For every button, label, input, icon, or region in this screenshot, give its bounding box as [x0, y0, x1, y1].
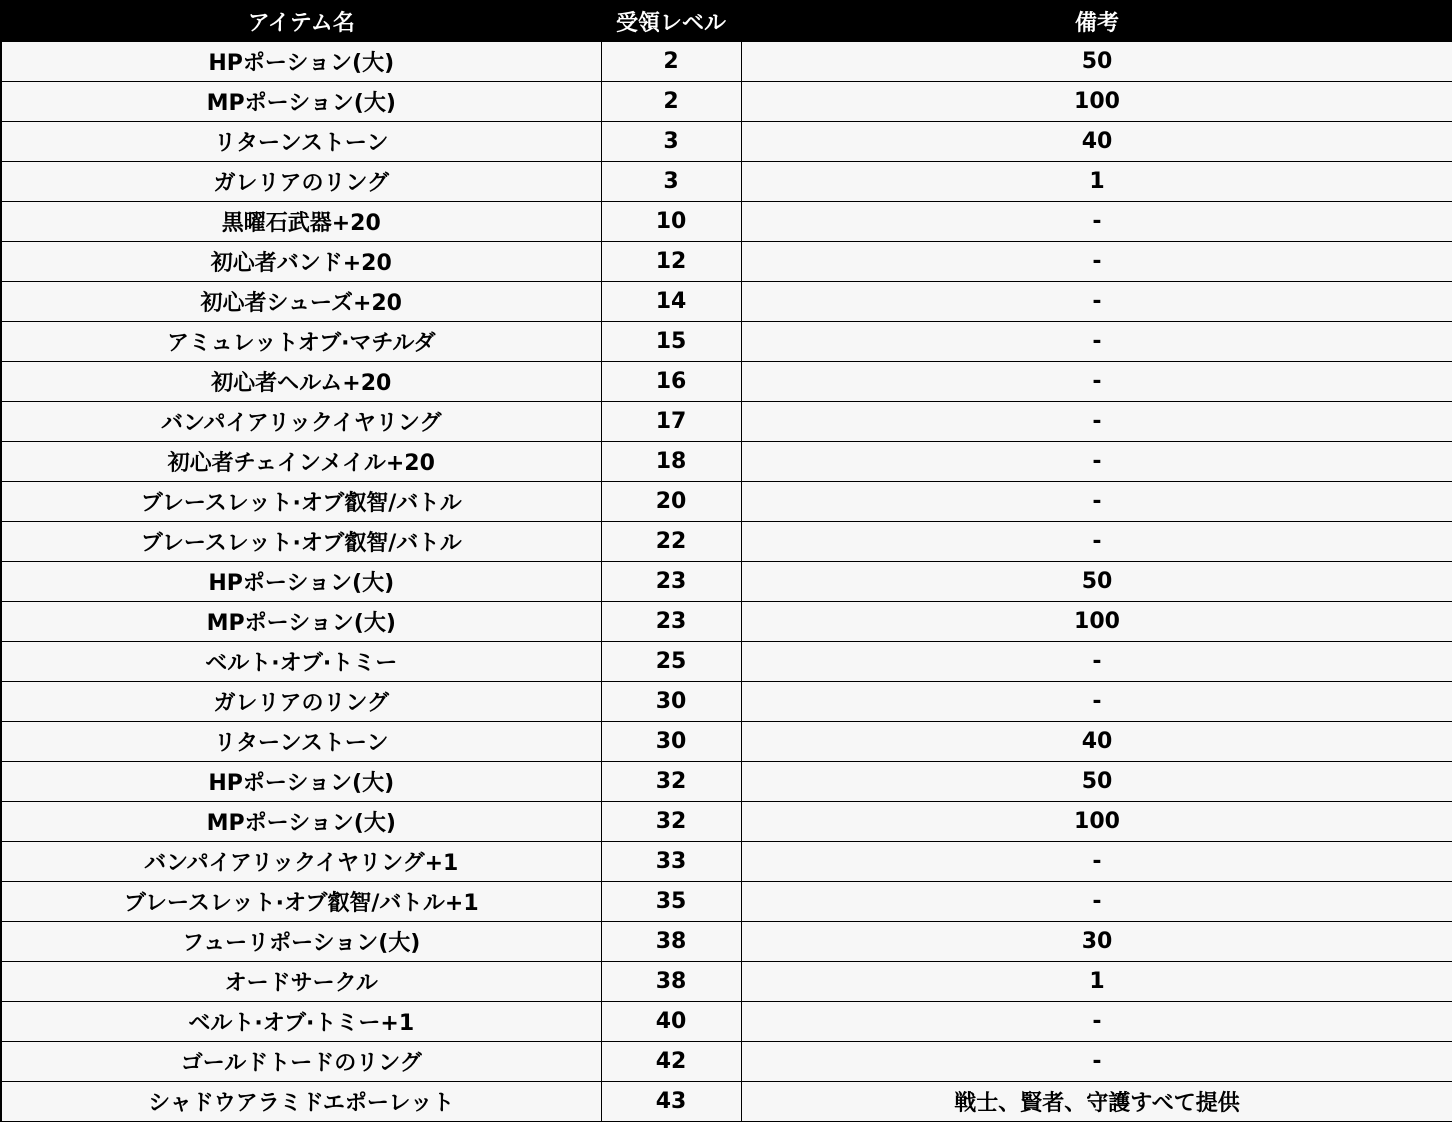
note-cell: 100: [741, 802, 1452, 842]
table-row: [1, 602, 1452, 642]
note-cell: -: [741, 202, 1452, 242]
note-cell: -: [741, 882, 1452, 922]
item-name-cell: バンパイアリックイヤリング: [1, 402, 601, 442]
item-name-cell: バンパイアリックイヤリング+1: [1, 842, 601, 882]
note-cell: -: [741, 842, 1452, 882]
level-cell: 42: [601, 1042, 741, 1082]
level-cell: 15: [601, 322, 741, 362]
level-cell: 32: [601, 802, 741, 842]
item-name-cell: リターンストーン: [1, 122, 601, 162]
table-row: [1, 162, 1452, 202]
note-cell: 戦士、賢者、守護すべて提供: [741, 1082, 1452, 1122]
item-name-cell: HPポーション(大): [1, 42, 601, 82]
item-name-cell: ブレースレット·オブ叡智/バトル: [1, 482, 601, 522]
item-name-cell: ブレースレット·オブ叡智/バトル: [1, 522, 601, 562]
note-cell: -: [741, 1042, 1452, 1082]
item-name-cell: MPポーション(大): [1, 82, 601, 122]
level-cell: 10: [601, 202, 741, 242]
table-row: [1, 1042, 1452, 1082]
table-row: [1, 42, 1452, 82]
table-row: [1, 322, 1452, 362]
level-cell: 2: [601, 42, 741, 82]
item-name-cell: ガレリアのリング: [1, 682, 601, 722]
note-cell: 40: [741, 722, 1452, 762]
item-name-cell: ブレースレット·オブ叡智/バトル+1: [1, 882, 601, 922]
item-name-cell: アミュレットオブ·マチルダ: [1, 322, 601, 362]
note-cell: 50: [741, 42, 1452, 82]
table-row: [1, 362, 1452, 402]
item-name-cell: ベルト·オブ·トミー: [1, 642, 601, 682]
header-item-name: アイテム名: [1, 1, 601, 42]
note-cell: 1: [741, 162, 1452, 202]
level-cell: 38: [601, 962, 741, 1002]
level-cell: 17: [601, 402, 741, 442]
table-row: [1, 442, 1452, 482]
note-cell: -: [741, 362, 1452, 402]
table-row: [1, 562, 1452, 602]
table-row: [1, 642, 1452, 682]
table-row: [1, 402, 1452, 442]
table-row: [1, 482, 1452, 522]
level-cell: 23: [601, 602, 741, 642]
level-cell: 3: [601, 162, 741, 202]
note-cell: 30: [741, 922, 1452, 962]
table-body: [1, 42, 1452, 1122]
item-name-cell: 黒曜石武器+20: [1, 202, 601, 242]
item-name-cell: ベルト·オブ·トミー+1: [1, 1002, 601, 1042]
note-cell: 100: [741, 602, 1452, 642]
item-name-cell: フューリポーション(大): [1, 922, 601, 962]
level-cell: 22: [601, 522, 741, 562]
level-cell: 3: [601, 122, 741, 162]
note-cell: -: [741, 682, 1452, 722]
item-name-cell: HPポーション(大): [1, 562, 601, 602]
level-cell: 14: [601, 282, 741, 322]
item-name-cell: 初心者ヘルム+20: [1, 362, 601, 402]
note-cell: -: [741, 482, 1452, 522]
note-cell: -: [741, 402, 1452, 442]
note-cell: 100: [741, 82, 1452, 122]
item-name-cell: 初心者チェインメイル+20: [1, 442, 601, 482]
table-row: [1, 722, 1452, 762]
level-cell: 23: [601, 562, 741, 602]
table-row: [1, 202, 1452, 242]
header-note: 備考: [741, 1, 1452, 42]
table-row: [1, 802, 1452, 842]
note-cell: 1: [741, 962, 1452, 1002]
level-cell: 43: [601, 1082, 741, 1122]
note-cell: 50: [741, 762, 1452, 802]
item-name-cell: MPポーション(大): [1, 602, 601, 642]
header-level: 受領レベル: [601, 1, 741, 42]
note-cell: 40: [741, 122, 1452, 162]
table-row: [1, 682, 1452, 722]
level-cell: 16: [601, 362, 741, 402]
table-row: [1, 522, 1452, 562]
item-name-cell: MPポーション(大): [1, 802, 601, 842]
table-row: [1, 962, 1452, 1002]
level-cell: 18: [601, 442, 741, 482]
note-cell: -: [741, 322, 1452, 362]
level-cell: 40: [601, 1002, 741, 1042]
item-name-cell: ゴールドトードのリング: [1, 1042, 601, 1082]
level-cell: 12: [601, 242, 741, 282]
level-cell: 38: [601, 922, 741, 962]
table-row: [1, 122, 1452, 162]
note-cell: -: [741, 442, 1452, 482]
table-row: [1, 762, 1452, 802]
table-row: [1, 282, 1452, 322]
item-name-cell: ガレリアのリング: [1, 162, 601, 202]
note-cell: -: [741, 522, 1452, 562]
item-name-cell: 初心者バンド+20: [1, 242, 601, 282]
table-row: [1, 1002, 1452, 1042]
item-name-cell: 初心者シューズ+20: [1, 282, 601, 322]
item-name-cell: オードサークル: [1, 962, 601, 1002]
note-cell: -: [741, 242, 1452, 282]
table-row: [1, 842, 1452, 882]
table-row: [1, 242, 1452, 282]
level-cell: 30: [601, 682, 741, 722]
note-cell: 50: [741, 562, 1452, 602]
note-cell: -: [741, 1002, 1452, 1042]
level-cell: 30: [601, 722, 741, 762]
table-row: [1, 882, 1452, 922]
level-cell: 2: [601, 82, 741, 122]
note-cell: -: [741, 282, 1452, 322]
table-row: [1, 1082, 1452, 1122]
note-cell: -: [741, 642, 1452, 682]
header-row: [1, 1, 1452, 42]
level-cell: 32: [601, 762, 741, 802]
item-name-cell: HPポーション(大): [1, 762, 601, 802]
item-name-cell: リターンストーン: [1, 722, 601, 762]
table-row: [1, 82, 1452, 122]
level-cell: 33: [601, 842, 741, 882]
item-name-cell: シャドウアラミドエポーレット: [1, 1082, 601, 1122]
level-cell: 25: [601, 642, 741, 682]
level-cell: 35: [601, 882, 741, 922]
table-row: [1, 922, 1452, 962]
level-cell: 20: [601, 482, 741, 522]
